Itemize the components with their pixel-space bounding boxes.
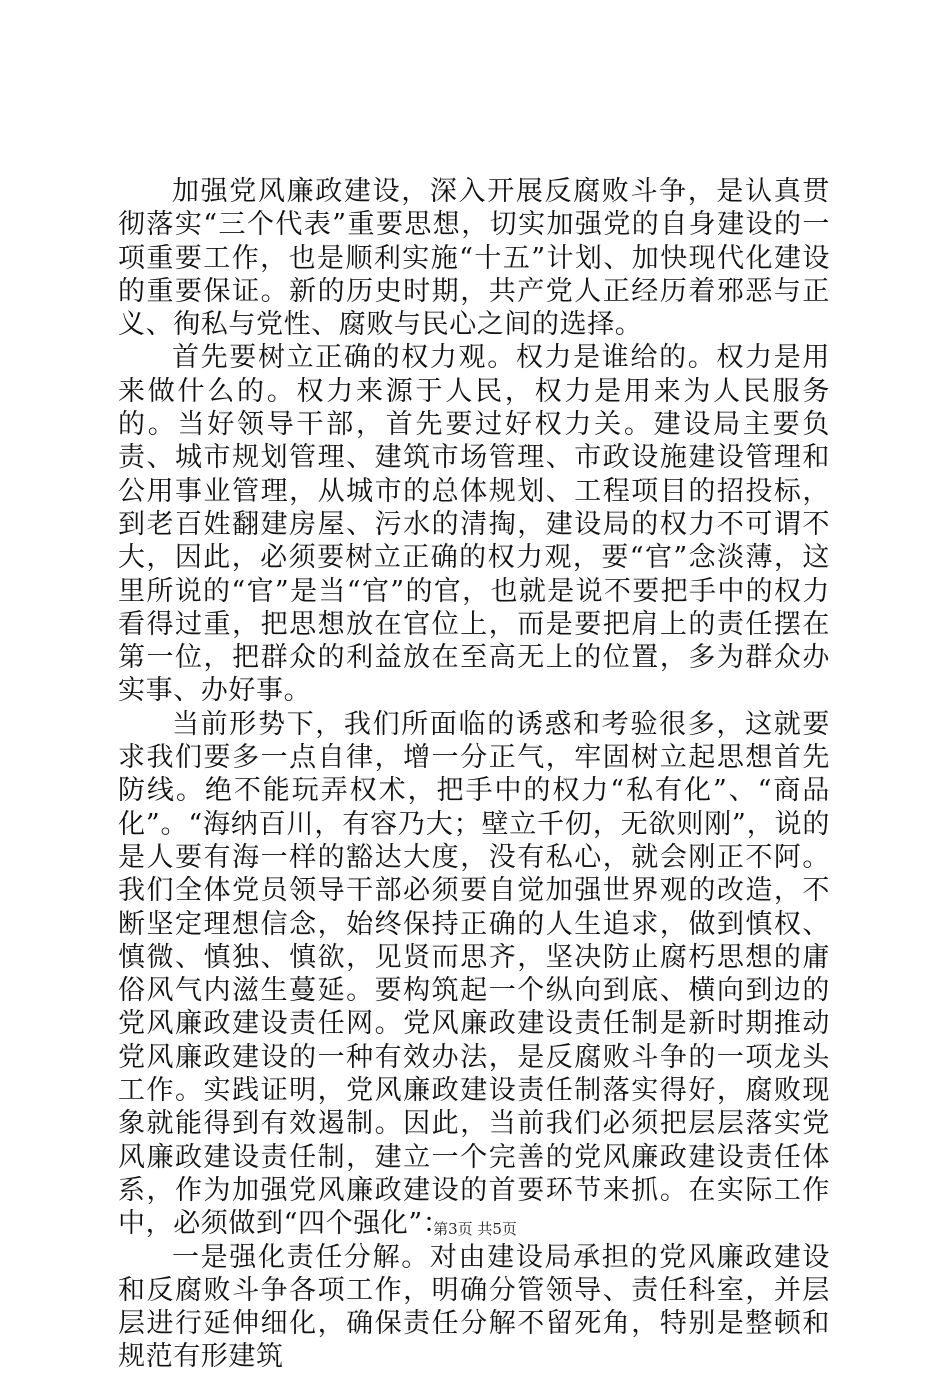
paragraph-intro: 加强党风廉政建设，深入开展反腐败斗争，是认真贯彻落实“三个代表”重要思想，切实加强党的自身建设的一项重要工作，也是顺利实施“十五”计划、加快现代化建设的重要保证。新的历史时期，共产党人正经历着邪恶与正义、徇私与党性、腐败与民心之间的选择。 bbox=[118, 176, 830, 341]
paragraph-current-situation: 当前形势下，我们所面临的诱惑和考验很多，这就要求我们要多一点自律，增一分正气，牢固树立起思想首先防线。绝不能玩弄权术，把手中的权力“私有化”、“商品化”。“海纳百川，有容乃大；壁立千仞，无欲则刚”，说的是人要有海一样的豁达大度，没有私心，就会刚正不阿。我们全体党员领导干部必须要自觉加强世界观的改造，不断坚定理想信念，始终保持正确的人生追求，做到慎权、慎微、慎独、慎欲，见贤而思齐，坚决防止腐朽思想的庸俗风气内滋生蔓延。要构筑起一个纵向到底、横向到边的党风廉政建设责任网。党风廉政建设责任制是新时期推动党风廉政建设的一种有效办法，是反腐败斗争的一项龙头工作。实践证明，党风廉政建设责任制落实得好，腐败现象就能得到有效遏制。因此，当前我们必须把层层落实党风廉政建设责任制，建立一个完善的党风廉政建设责任体系，作为加强党风廉政建设的首要环节来抓。在实际工作中，必须做到“四个强化”： bbox=[118, 708, 830, 1240]
paragraph-power-view: 首先要树立正确的权力观。权力是谁给的。权力是用来做什么的。权力来源于人民，权力是用来为人民服务的。当好领导干部，首先要过好权力关。建设局主要负责、城市规划管理、建筑市场管理、市政设施建设管理和公用事业管理，从城市的总体规划、工程项目的招投标，到老百姓翻建房屋、污水的清掏，建设局的权力不可谓不大，因此，必须要树立正确的权力观，要“官”念淡薄，这里所说的“官”是当“官”的官，也就是说不要把手中的权力看得过重，把思想放在官位上，而是要把肩上的责任摆在第一位，把群众的利益放在至高无上的位置，多为群众办实事、办好事。 bbox=[118, 342, 830, 707]
page-number-footer: 第3页 共5页 bbox=[433, 1220, 517, 1238]
paragraph-responsibility: 一是强化责任分解。对由建设局承担的党风廉政建设和反腐败斗争各项工作，明确分管领导、责任科室，并层层进行延伸细化，确保责任分解不留死角，特别是整顿和规范有形建筑 bbox=[118, 1241, 830, 1373]
document-body bbox=[118, 175, 830, 1374]
